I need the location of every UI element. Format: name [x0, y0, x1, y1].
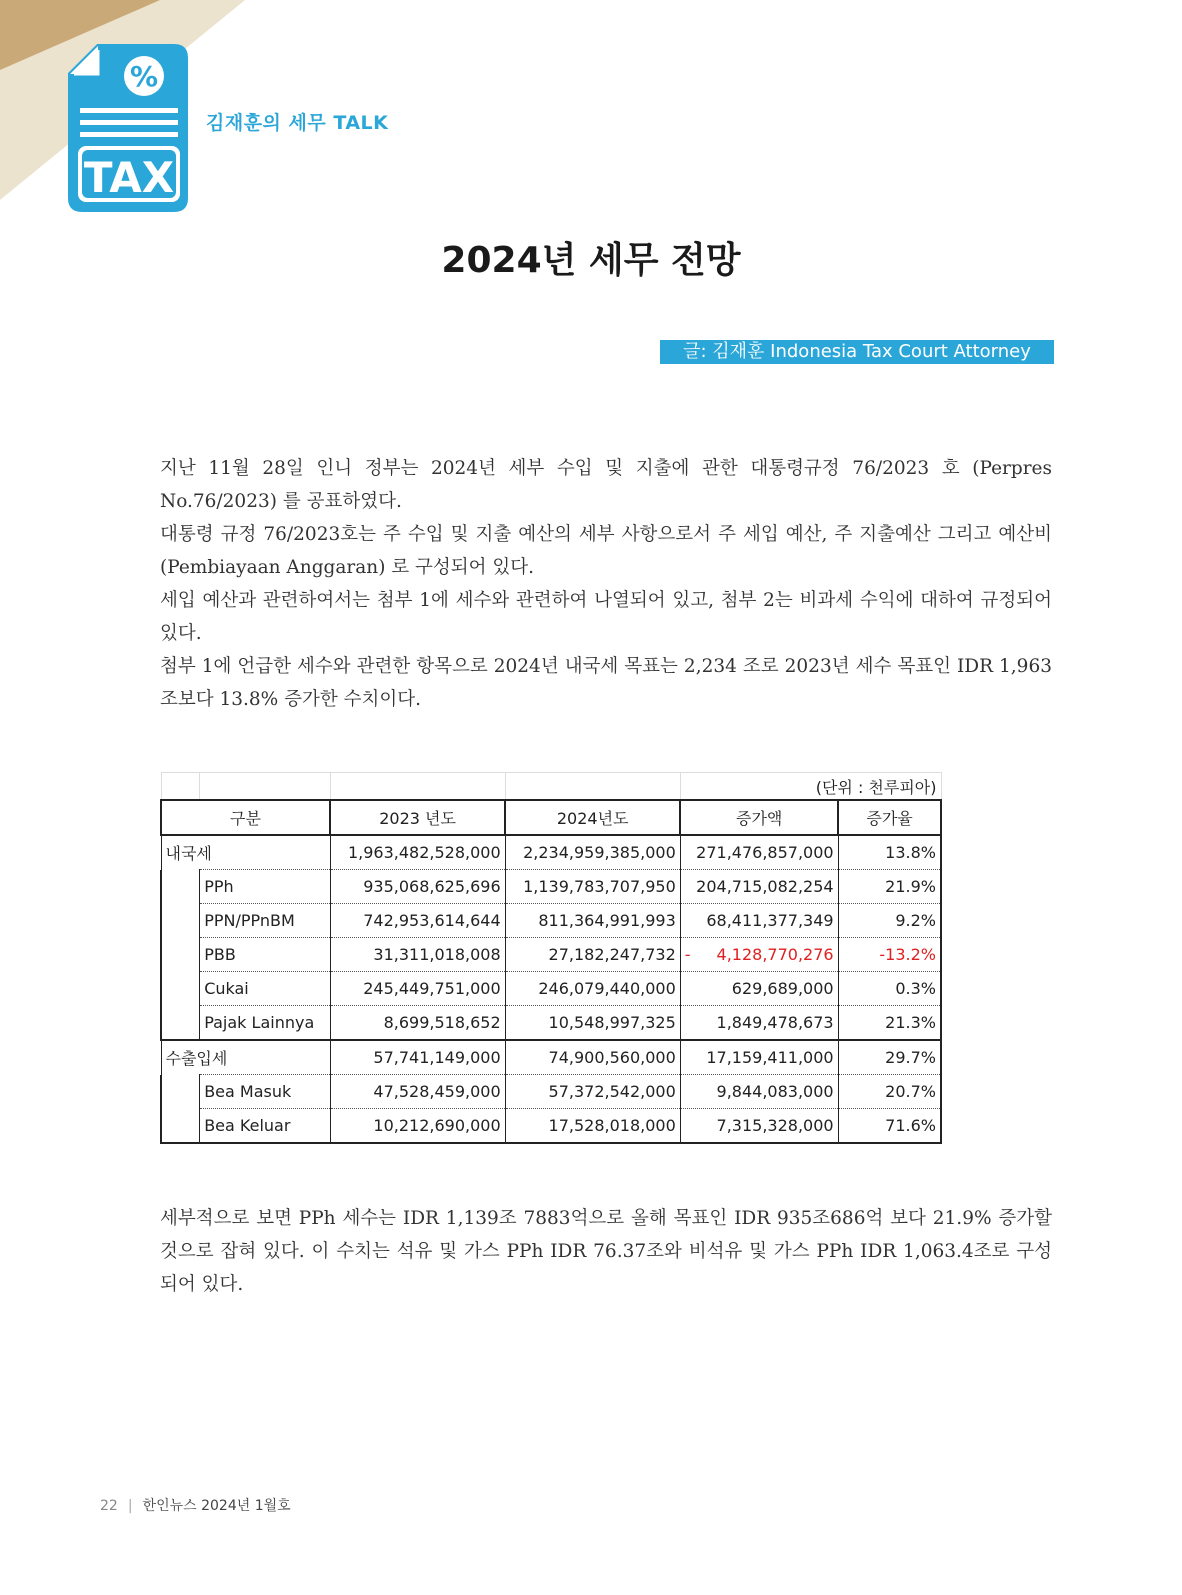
cell-2023: 1,963,482,528,000: [330, 835, 505, 870]
cell-increase: [680, 1040, 838, 1075]
cell-2024: 17,528,018,000: [505, 1109, 680, 1144]
row-label: Cukai: [200, 972, 330, 1006]
row-indent: [161, 904, 200, 938]
cell-rate: 21.3%: [838, 1006, 941, 1041]
article-title: 2024년 세무 전망: [441, 240, 741, 281]
cell-2024: 27,182,247,732: [505, 938, 680, 972]
table-row: [161, 1040, 941, 1075]
cell-increase: [680, 904, 838, 938]
row-label: PPN/PPnBM: [200, 904, 330, 938]
increase-value: 1,849,478,673: [716, 1013, 834, 1032]
increase-value: 9,844,083,000: [716, 1082, 834, 1101]
page-footer: [100, 1495, 291, 1515]
row-indent: [161, 1075, 200, 1109]
cell-increase: [680, 835, 838, 870]
paragraph: 대통령 규정 76/2023호는 주 수입 및 지출 예산의 세부 사항으로서 주 세입 예산, 주 지출예산 그리고 예산비(Pembiayaan Anggaran) 로 구성되어 있다.: [160, 524, 1052, 578]
cell-2023: 742,953,614,644: [330, 904, 505, 938]
article-body-top: [160, 452, 1052, 716]
cell-2024: 57,372,542,000: [505, 1075, 680, 1109]
table-row: [161, 972, 941, 1006]
cell-2023: 10,212,690,000: [330, 1109, 505, 1144]
paragraph: 세입 예산과 관련하여서는 첨부 1에 세수와 관련하여 나열되어 있고, 첨부 2는 비과세 수익에 대하여 규정되어 있다.: [160, 590, 1052, 644]
row-indent: [161, 972, 200, 1006]
cell-rate: 9.2%: [838, 904, 941, 938]
logo-tax-text: TAX: [83, 153, 175, 202]
cell-2024: 811,364,991,993: [505, 904, 680, 938]
table-row: [161, 1006, 941, 1041]
cell-2023: 31,311,018,008: [330, 938, 505, 972]
column-header: 증가액: [680, 800, 838, 835]
increase-value: 68,411,377,349: [706, 911, 834, 930]
cell-2023: 935,068,625,696: [330, 870, 505, 904]
cell-2023: 57,741,149,000: [330, 1040, 505, 1075]
cell-increase: [680, 972, 838, 1006]
publication-name: 한인뉴스 2024년 1월호: [142, 1498, 291, 1514]
article-byline: 글: 김재훈 Indonesia Tax Court Attorney: [660, 340, 1054, 364]
table-row: [161, 835, 941, 870]
cell-2024: 246,079,440,000: [505, 972, 680, 1006]
row-indent: [161, 1006, 200, 1041]
column-header: 2023 년도: [330, 800, 505, 835]
table-unit: (단위 : 천루피아): [680, 773, 941, 801]
cell-increase: [680, 938, 838, 972]
increase-value: 271,476,857,000: [696, 843, 834, 862]
row-indent: [161, 870, 200, 904]
section-label: 김재훈의 세무 TALK: [206, 112, 389, 134]
footer-separator: |: [127, 1498, 133, 1514]
tax-document-icon: [68, 44, 190, 212]
cell-2023: 47,528,459,000: [330, 1075, 505, 1109]
table-header-row: [161, 800, 941, 835]
cell-increase: [680, 1075, 838, 1109]
column-header: 2024년도: [505, 800, 680, 835]
tax-revenue-table: [160, 772, 942, 1144]
cell-increase: [680, 870, 838, 904]
cell-rate: 29.7%: [838, 1040, 941, 1075]
paragraph: 첨부 1에 언급한 세수와 관련한 항목으로 2024년 내국세 목표는 2,234 조로 2023년 세수 목표인 IDR 1,963 조보다 13.8% 증가한 수치이다.: [160, 656, 1052, 710]
table-row: [161, 870, 941, 904]
cell-rate: 20.7%: [838, 1075, 941, 1109]
cell-increase: [680, 1109, 838, 1144]
increase-value: 204,715,082,254: [696, 877, 834, 896]
page-number: 22: [100, 1498, 118, 1514]
increase-value: 629,689,000: [731, 979, 834, 998]
cell-increase: [680, 1006, 838, 1041]
article-body-bottom: [160, 1202, 1052, 1301]
row-label: Bea Masuk: [200, 1075, 330, 1109]
row-label: PBB: [200, 938, 330, 972]
column-header: 구분: [161, 800, 330, 835]
increase-value: 7,315,328,000: [716, 1116, 834, 1135]
table-row: [161, 1109, 941, 1144]
row-label: Pajak Lainnya: [200, 1006, 330, 1041]
logo-percent: %: [129, 60, 159, 93]
table-row: [161, 938, 941, 972]
cell-2023: 245,449,751,000: [330, 972, 505, 1006]
table-row: [161, 1075, 941, 1109]
cell-2024: 74,900,560,000: [505, 1040, 680, 1075]
cell-rate: 0.3%: [838, 972, 941, 1006]
row-group-label: 수출입세: [161, 1040, 330, 1075]
cell-2024: 1,139,783,707,950: [505, 870, 680, 904]
cell-2024: 2,234,959,385,000: [505, 835, 680, 870]
paragraph: 세부적으로 보면 PPh 세수는 IDR 1,139조 7883억으로 올해 목표인 IDR 935조686억 보다 21.9% 증가할 것으로 잡혀 있다. 이 수치는 석유 및 가스 PPh IDR 76.37조와 비석유 및 가스 PPh IDR 1,063.4조로 구성되어 있다.: [160, 1208, 1052, 1295]
row-label: PPh: [200, 870, 330, 904]
row-group-label: 내국세: [161, 835, 330, 870]
column-header: 증가율: [838, 800, 941, 835]
cell-rate: 13.8%: [838, 835, 941, 870]
table-body: [161, 835, 941, 1143]
cell-rate: 71.6%: [838, 1109, 941, 1144]
paragraph: 지난 11월 28일 인니 정부는 2024년 세부 수입 및 지출에 관한 대통령규정 76/2023 호 (Perpres No.76/2023) 를 공표하였다.: [160, 458, 1052, 512]
cell-rate: 21.9%: [838, 870, 941, 904]
negative-sign: -: [684, 945, 691, 964]
cell-rate: -13.2%: [838, 938, 941, 972]
row-indent: [161, 1109, 200, 1144]
cell-2023: 8,699,518,652: [330, 1006, 505, 1041]
row-label: Bea Keluar: [200, 1109, 330, 1144]
row-indent: [161, 938, 200, 972]
cell-2024: 10,548,997,325: [505, 1006, 680, 1041]
table-row: [161, 904, 941, 938]
increase-value: 4,128,770,276: [716, 945, 834, 964]
increase-value: 17,159,411,000: [706, 1048, 834, 1067]
